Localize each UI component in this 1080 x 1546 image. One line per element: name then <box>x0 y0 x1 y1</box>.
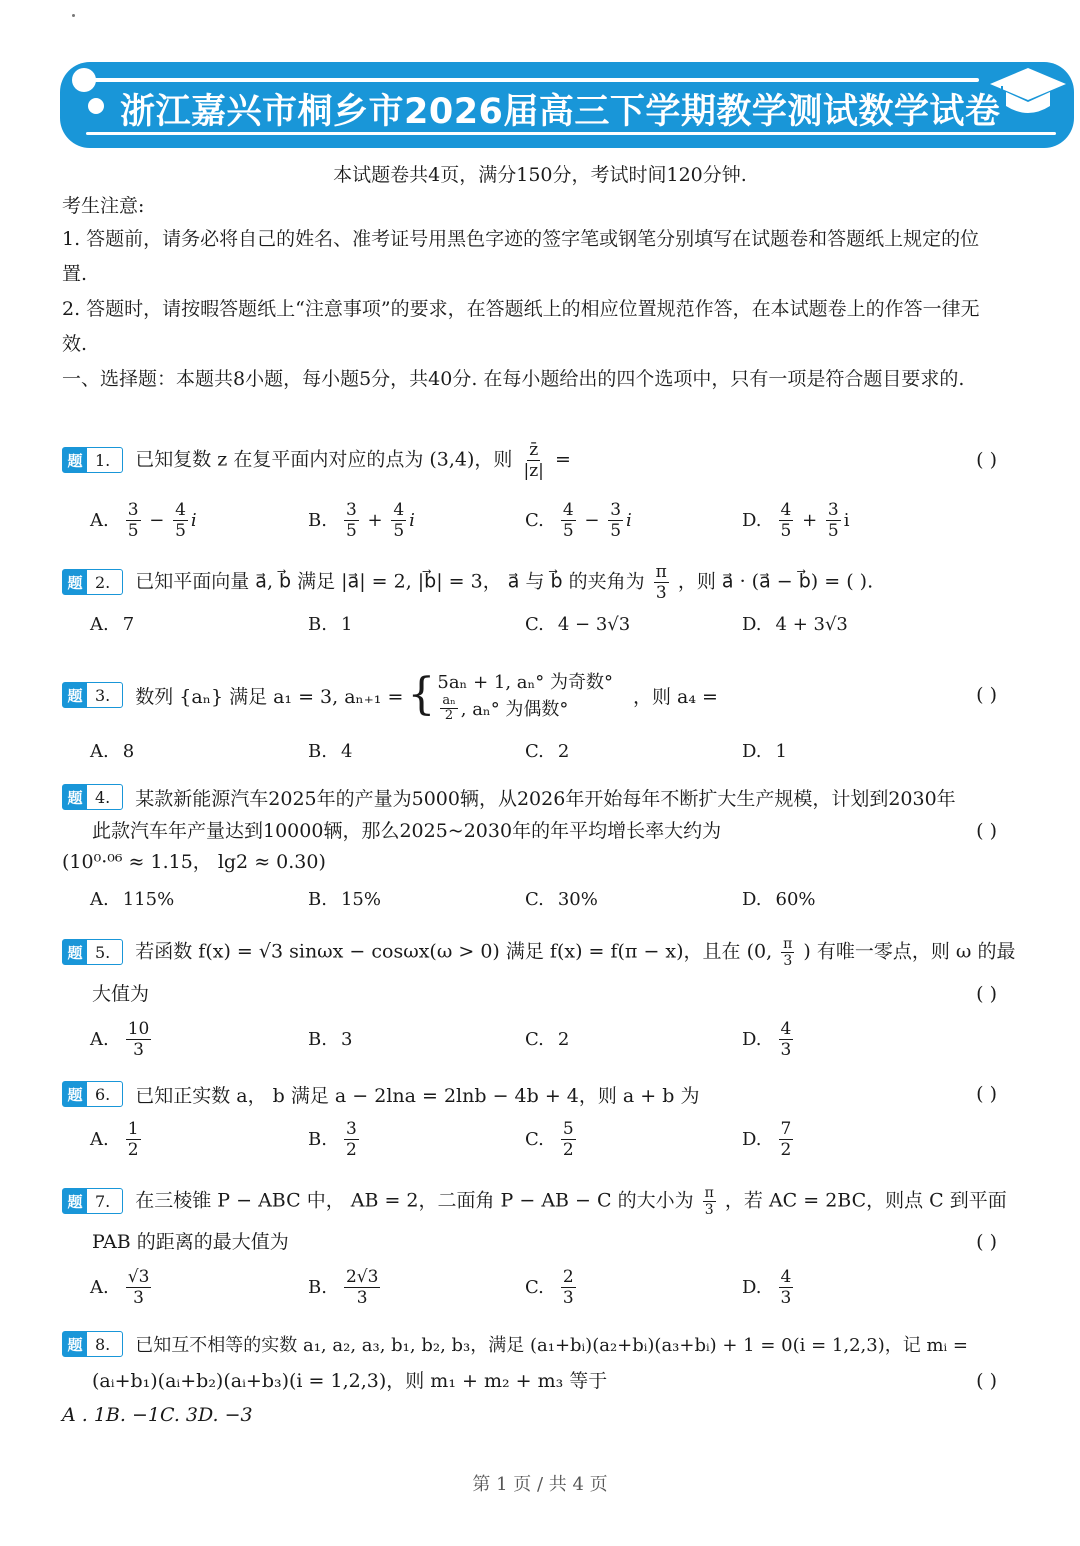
option-b: B. $\frac{3}{5}$ + $\frac{4}{5}$ i <box>308 499 415 541</box>
corner-dot <box>72 14 75 17</box>
banner-line-bottom <box>86 132 1056 135</box>
option-b: B. $\frac{3}{2}$ <box>308 1118 357 1160</box>
page-title: 浙江嘉兴市桐乡市2026届高三下学期教学测试数学试卷 <box>120 92 1001 132</box>
option-c: C. 2 <box>525 1028 570 1050</box>
option-d: D. 1 <box>742 740 787 762</box>
option-c: C. $\frac{2}{3}$ <box>525 1266 574 1308</box>
option-d: D. 4 + 3√3 <box>742 613 848 635</box>
question-5 <box>62 930 1016 1064</box>
answer-paren: ( ) <box>976 1231 997 1253</box>
option-a: A. 8 <box>90 740 135 762</box>
question-stem: 已知正实数 a， b 满足 a − 2lna = 2lnb − 4b + 4，则 a + b 为 <box>135 1084 700 1107</box>
notice-item-1: 1. 答题前，请务必将自己的姓名、准考证号用黑色字迹的签字笔或钢笔分别填写在试题卷和答题纸上规定的位置. <box>62 228 980 285</box>
notice-item-2: 2. 答题时，请按暇答题纸上“注意事项”的要求，在答题纸上的相应位置规范作答，在本试题卷上的作答一律无效. <box>62 298 980 355</box>
answer-paren: ( ) <box>976 449 997 471</box>
option-a: A. $\frac{1}{2}$ <box>90 1118 139 1160</box>
option-c: C. $\frac{4}{5}$ − $\frac{3}{5}$ i <box>525 499 632 541</box>
option-c: C. 30% <box>525 888 598 910</box>
question-2 <box>62 562 1002 646</box>
question-stem: 已知互不相等的实数 a₁, a₂, a₃, b₁, b₂, b₃，满足 (a₁+bᵢ)(a₂+bᵢ)(a₃+bᵢ) + 1 = 0(i = 1,2,3)，记 mᵢ = <box>135 1335 968 1356</box>
option-d: D. $\frac{4}{5}$ + $\frac{3}{5}$ i <box>742 499 850 541</box>
question-stem: 数列 {aₙ} 满足 a₁ = 3, aₙ₊₁ = { 5aₙ + 1, aₙ° 为奇数° $\frac{\text{aₙ}}{2}$ , aₙ° 为偶数° ，则 a₄ = <box>135 669 718 723</box>
option-d: D. $\frac{7}{2}$ <box>742 1118 792 1160</box>
option-a: A. 115% <box>90 888 175 910</box>
option-b: B. $\frac{2√3}{3}$ <box>308 1266 379 1308</box>
question-4 <box>62 778 1002 920</box>
title-banner <box>60 62 1074 148</box>
question-badge: 题 7. <box>62 1188 123 1214</box>
option-d: D. $\frac{4}{3}$ <box>742 1018 792 1060</box>
question-stem: 某款新能源汽车2025年的产量为5000辆，从2026年开始每年不断扩大生产规模，计划到2030年 <box>135 787 956 810</box>
option-a: A. $\frac{3}{5}$ − $\frac{4}{5}$ i <box>90 499 197 541</box>
option-c: C. 4 − 3√3 <box>525 613 631 635</box>
option-d: D. 60% <box>742 888 816 910</box>
answer-paren: ( ) <box>976 983 997 1005</box>
banner-bullet-icon <box>88 98 104 114</box>
question-stem: 若函数 f(x) = √3 sinωx − cosωx(ω > 0) 满足 f(x) = f(π − x)，且在 (0, $\frac{\pi}{3}$ ) 有唯一零点，则 ω 的最 <box>135 935 1016 969</box>
question-stem: 已知平面向量 a⃗, b⃗ 满足 |a⃗| = 2, |b⃗| = 3， a⃗ 与 b⃗ 的夹角为 $\frac{\pi}{3}$ ，则 a⃗ · (a⃗ − b⃗) = ( ). <box>135 561 874 603</box>
notice-heading: 考生注意: <box>62 195 145 217</box>
question-hint: (10⁰·⁰⁶ ≈ 1.15， lg2 ≈ 0.30) <box>62 851 326 873</box>
question-3 <box>62 660 1002 772</box>
question-stem: 在三棱锥 P − ABC 中， AB = 2，二面角 P − AB − C 的大小为 $\frac{\pi}{3}$ ，若 AC = 2BC，则点 C 到平面 <box>135 1184 1007 1218</box>
option-d: D. $\frac{4}{3}$ <box>742 1266 792 1308</box>
banner-line-top <box>86 78 979 82</box>
question-stem: 已知复数 z 在复平面内对应的点为 (3,4)，则 $\frac{z̄}{|z|}$ = <box>135 439 571 481</box>
question-options-line: A . 1B. −1C. 3D. −3 <box>62 1404 253 1426</box>
option-b: B. 4 <box>308 740 353 762</box>
option-b: B. 3 <box>308 1028 353 1050</box>
question-stem-cont: 此款汽车年产量达到10000辆，那么2025~2030年的年平均增长率大约为 <box>92 820 722 842</box>
section-heading: 一、选择题：本题共8小题，每小题5分，共40分. 在每小题给出的四个选项中，只有一项是符合题目要求的. <box>62 368 965 390</box>
question-badge: 题 2. <box>62 569 123 595</box>
question-badge: 题 6. <box>62 1081 123 1107</box>
question-1 <box>62 440 1002 544</box>
question-8 <box>62 1324 1002 1432</box>
answer-paren: ( ) <box>976 820 997 842</box>
question-stem-cont: (aᵢ+b₁)(aᵢ+b₂)(aᵢ+b₃)(i = 1,2,3)，则 m₁ + m₂ + m₃ 等于 <box>92 1370 608 1392</box>
question-6 <box>62 1074 1002 1164</box>
question-badge: 题 3. <box>62 682 123 708</box>
option-a: A. $\frac{√3}{3}$ <box>90 1266 150 1308</box>
option-b: B. 1 <box>308 613 353 635</box>
option-b: B. 15% <box>308 888 381 910</box>
option-c: C. 2 <box>525 740 570 762</box>
exam-info: 本试题卷共4页，满分150分，考试时间120分钟. <box>333 164 747 186</box>
question-stem-cont: 大值为 <box>92 983 150 1005</box>
option-a: A. $\frac{10}{3}$ <box>90 1018 150 1060</box>
question-badge: 题 4. <box>62 784 123 810</box>
question-badge: 题 8. <box>62 1331 123 1357</box>
option-a: A. 7 <box>90 613 135 635</box>
answer-paren: ( ) <box>976 1370 997 1392</box>
option-c: C. $\frac{5}{2}$ <box>525 1118 574 1160</box>
question-7 <box>62 1180 1007 1312</box>
answer-paren: ( ) <box>976 1083 997 1105</box>
page-footer: 第 1 页 / 共 4 页 <box>472 1474 608 1495</box>
question-badge: 题 5. <box>62 939 123 965</box>
question-stem-cont: PAB 的距离的最大值为 <box>92 1231 289 1253</box>
answer-paren: ( ) <box>976 684 997 706</box>
question-badge: 题 1. <box>62 447 123 473</box>
graduation-cap-icon <box>988 64 1068 128</box>
